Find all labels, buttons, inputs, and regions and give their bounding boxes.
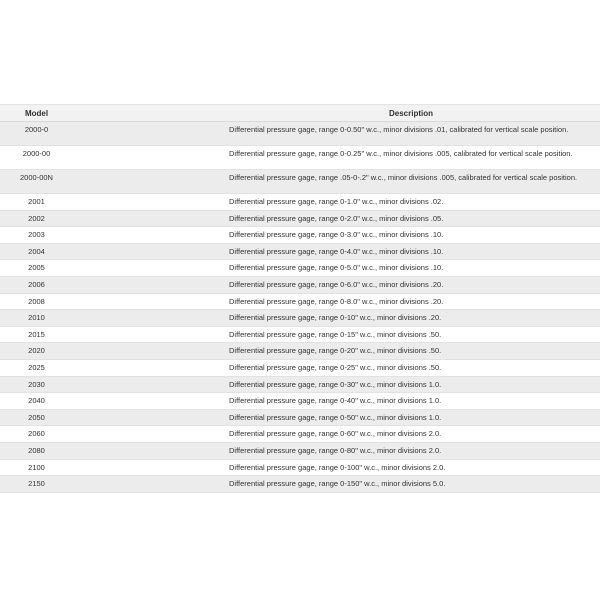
table-row [0, 260, 600, 277]
table-row [0, 426, 600, 443]
description-cell: Differential pressure gage, range 0-15" w.c., minor divisions .50. [229, 329, 442, 339]
model-cell: 2030 [28, 379, 45, 389]
description-cell: Differential pressure gage, range 0-150" w.c., minor divisions 5.0. [229, 479, 446, 489]
description-cell: Differential pressure gage, range 0-8.0" w.c., minor divisions .20. [229, 296, 444, 306]
model-cell: 2003 [28, 230, 45, 240]
model-cell: 2100 [28, 462, 45, 472]
description-cell: Differential pressure gage, range 0-4.0" w.c., minor divisions .10. [229, 246, 444, 256]
table-body [0, 122, 600, 493]
description-cell: Differential pressure gage, range 0-0.50" w.c., minor divisions .01, calibrated for vertical scale position. [229, 125, 569, 134]
description-cell: Differential pressure gage, range 0-1.0" w.c., minor divisions .02. [229, 197, 444, 206]
description-cell: Differential pressure gage, range 0-80" w.c., minor divisions 2.0. [229, 445, 442, 455]
table-row [0, 227, 600, 244]
model-cell: 2000-00N [20, 173, 53, 182]
table-row [0, 170, 600, 194]
column-header-model: Model [0, 105, 73, 122]
table-row [0, 376, 600, 393]
table-row [0, 293, 600, 310]
table-row [0, 310, 600, 327]
description-cell: Differential pressure gage, range 0-6.0" w.c., minor divisions .20. [229, 279, 444, 289]
description-cell: Differential pressure gage, range 0-50" w.c., minor divisions 1.0. [229, 412, 442, 422]
model-cell: 2004 [28, 246, 45, 256]
description-cell: Differential pressure gage, range 0-30" w.c., minor divisions 1.0. [229, 379, 442, 389]
model-cell: 2001 [28, 197, 45, 206]
description-cell: Differential pressure gage, range .05-0-.2" w.c., minor divisions .005, calibrated for vertical scale position. [229, 173, 578, 182]
table-row [0, 393, 600, 410]
model-cell: 2006 [28, 279, 45, 289]
model-cell: 2040 [28, 396, 45, 406]
description-cell: Differential pressure gage, range 0-0.25" w.c., minor divisions .005, calibrated for vertical scale position. [229, 149, 573, 158]
description-cell: Differential pressure gage, range 0-40" w.c., minor divisions 1.0. [229, 396, 442, 406]
product-table-container [0, 104, 600, 493]
description-cell: Differential pressure gage, range 0-25" w.c., minor divisions .50. [229, 362, 442, 372]
table-row [0, 359, 600, 376]
model-cell: 2008 [28, 296, 45, 306]
model-cell: 2060 [28, 429, 45, 439]
description-cell: Differential pressure gage, range 0-2.0" w.c., minor divisions .05. [229, 213, 444, 223]
table-row [0, 210, 600, 227]
description-cell: Differential pressure gage, range 0-5.0" w.c., minor divisions .10. [229, 263, 444, 273]
table-row [0, 343, 600, 360]
table-row [0, 326, 600, 343]
model-cell: 2010 [28, 313, 45, 323]
description-cell: Differential pressure gage, range 0-3.0" w.c., minor divisions .10. [229, 230, 444, 240]
table-row [0, 243, 600, 260]
table-row [0, 122, 600, 146]
model-cell: 2000-00 [22, 149, 51, 158]
table-header [0, 105, 600, 122]
model-cell: 2005 [28, 263, 45, 273]
model-cell: 2080 [28, 445, 45, 455]
product-table [0, 104, 600, 493]
table-row [0, 194, 600, 211]
model-cell: 2002 [28, 213, 45, 223]
description-cell: Differential pressure gage, range 0-20" w.c., minor divisions .50. [229, 346, 442, 356]
table-row [0, 459, 600, 476]
model-cell: 2015 [28, 329, 45, 339]
model-cell: 2150 [28, 479, 45, 489]
model-cell: 2020 [28, 346, 45, 356]
column-header-description: Description [73, 105, 600, 122]
table-row [0, 276, 600, 293]
table-row [0, 146, 600, 170]
model-cell: 2050 [28, 412, 45, 422]
table-row [0, 476, 600, 493]
description-cell: Differential pressure gage, range 0-60" w.c., minor divisions 2.0. [229, 429, 442, 439]
header-row [0, 105, 600, 122]
table-row [0, 442, 600, 459]
description-cell: Differential pressure gage, range 0-100" w.c., minor divisions 2.0. [229, 462, 446, 472]
description-cell: Differential pressure gage, range 0-10" w.c., minor divisions .20. [229, 313, 442, 323]
table-row [0, 409, 600, 426]
model-cell: 2025 [28, 362, 45, 372]
model-cell: 2000-0 [24, 125, 49, 134]
